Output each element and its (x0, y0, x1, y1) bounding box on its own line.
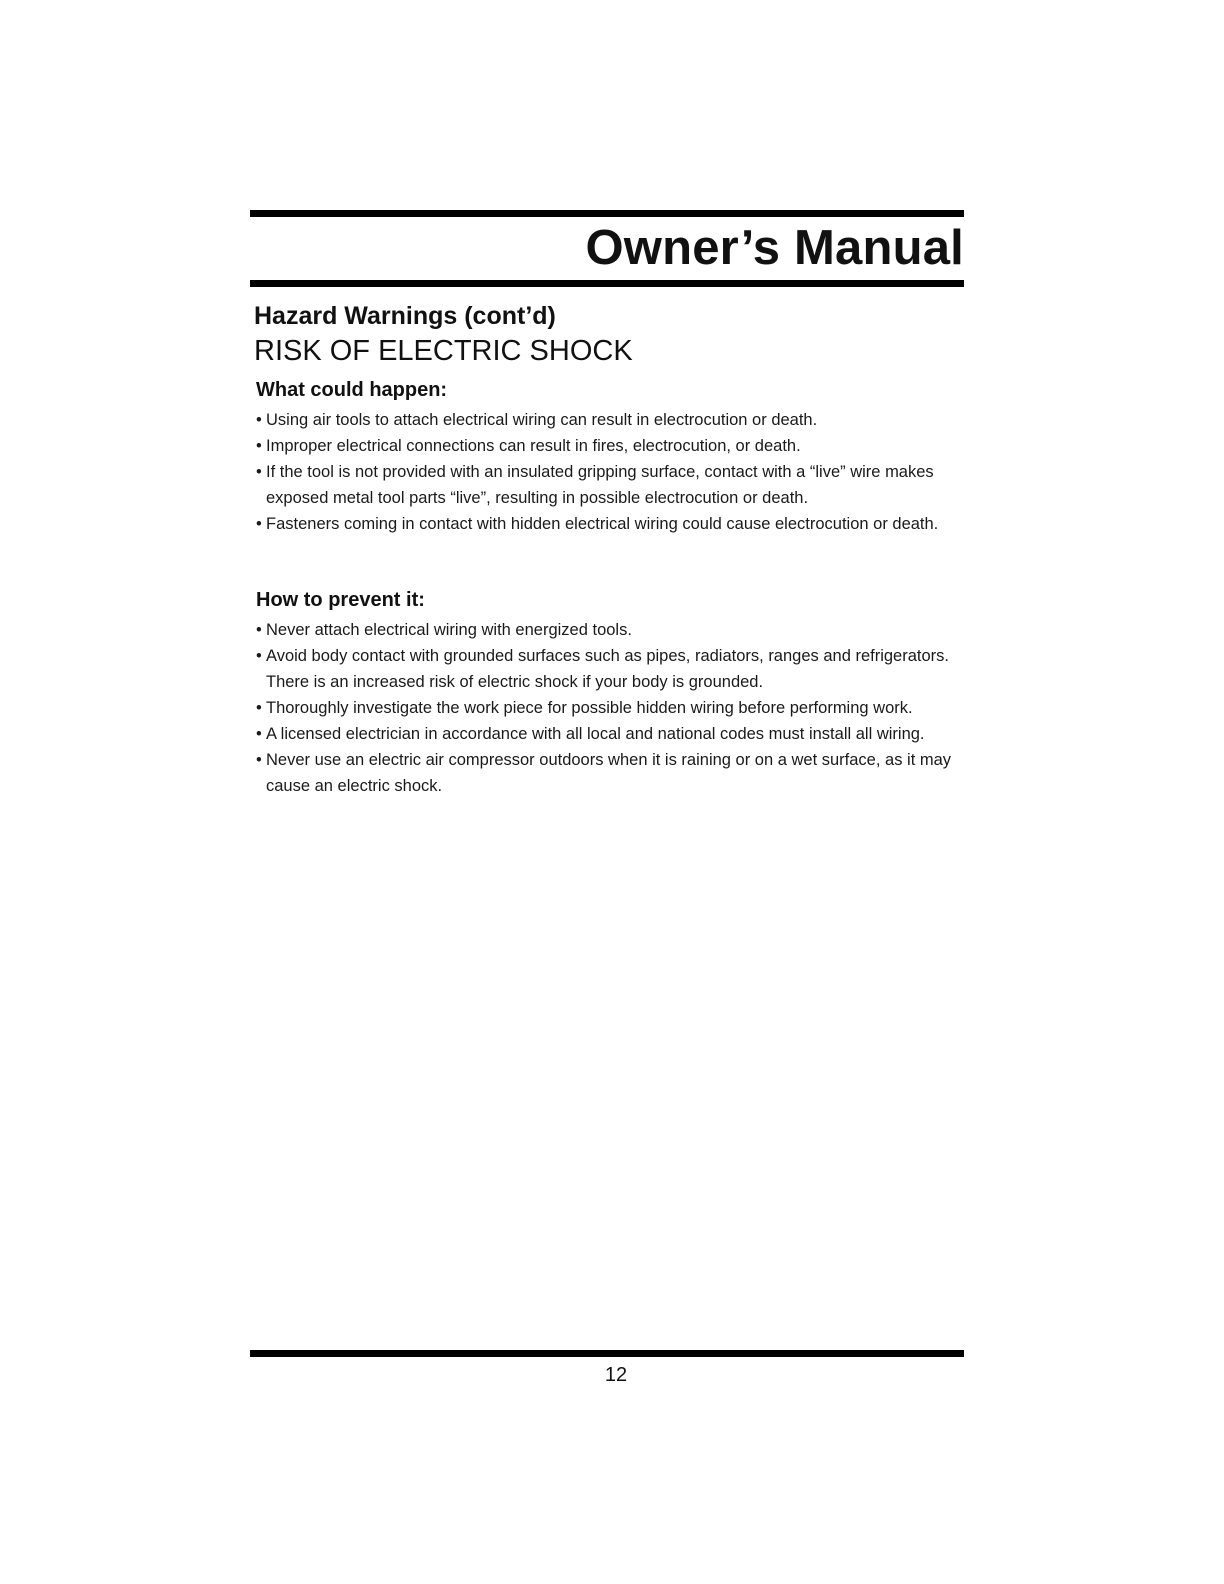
bullet-icon: • (256, 699, 262, 717)
list-item (256, 695, 972, 721)
list-item-text: Improper electrical connections can result in fires, electrocution, or death. (266, 437, 801, 455)
list-item (256, 721, 972, 747)
what-could-happen-list (256, 407, 972, 537)
list-item (256, 407, 972, 433)
list-item (256, 511, 972, 537)
list-item (256, 433, 972, 459)
list-item-text: Using air tools to attach electrical wiring can result in electrocution or death. (266, 411, 818, 429)
header-top-rule (250, 210, 964, 217)
bullet-icon: • (256, 463, 262, 481)
bullet-icon: • (256, 751, 262, 769)
page-number: 12 (604, 1364, 628, 1386)
list-item-text: Thoroughly investigate the work piece for possible hidden wiring before performing work. (266, 699, 913, 717)
bullet-icon: • (256, 621, 262, 639)
list-item (256, 617, 972, 643)
list-item-text: Fasteners coming in contact with hidden electrical wiring could cause electrocution or death. (266, 515, 939, 533)
list-item-text: Avoid body contact with grounded surfaces such as pipes, radiators, ranges and refrigerators. There is an increased risk of electric shock if your body is grounded. (266, 647, 949, 691)
list-item (256, 459, 972, 511)
list-item-text: Never attach electrical wiring with energized tools. (266, 621, 632, 639)
risk-title: RISK OF ELECTRIC SHOCK (254, 335, 633, 367)
list-item (256, 643, 972, 695)
list-item-text: Never use an electric air compressor outdoors when it is raining or on a wet surface, as it may cause an electric shock. (266, 751, 952, 795)
what-could-happen-section (256, 377, 972, 537)
list-item-text: If the tool is not provided with an insulated gripping surface, contact with a “live” wire makes exposed metal tool parts “live”, resulting in possible electrocution or death. (266, 463, 934, 507)
what-could-happen-heading: What could happen: (256, 379, 448, 401)
bullet-icon: • (256, 411, 262, 429)
bullet-icon: • (256, 647, 262, 665)
bullet-icon: • (256, 437, 262, 455)
how-to-prevent-section (256, 587, 972, 799)
section-title: Hazard Warnings (cont’d) (254, 302, 556, 330)
header-bottom-rule (250, 280, 964, 287)
how-to-prevent-list (256, 617, 972, 799)
bullet-icon: • (256, 725, 262, 743)
list-item-text: A licensed electrician in accordance with all local and national codes must install all wiring. (266, 725, 925, 743)
footer-rule (250, 1350, 964, 1357)
manual-title: Owner’s Manual (585, 221, 964, 275)
how-to-prevent-heading: How to prevent it: (256, 589, 425, 611)
list-item (256, 747, 972, 799)
bullet-icon: • (256, 515, 262, 533)
